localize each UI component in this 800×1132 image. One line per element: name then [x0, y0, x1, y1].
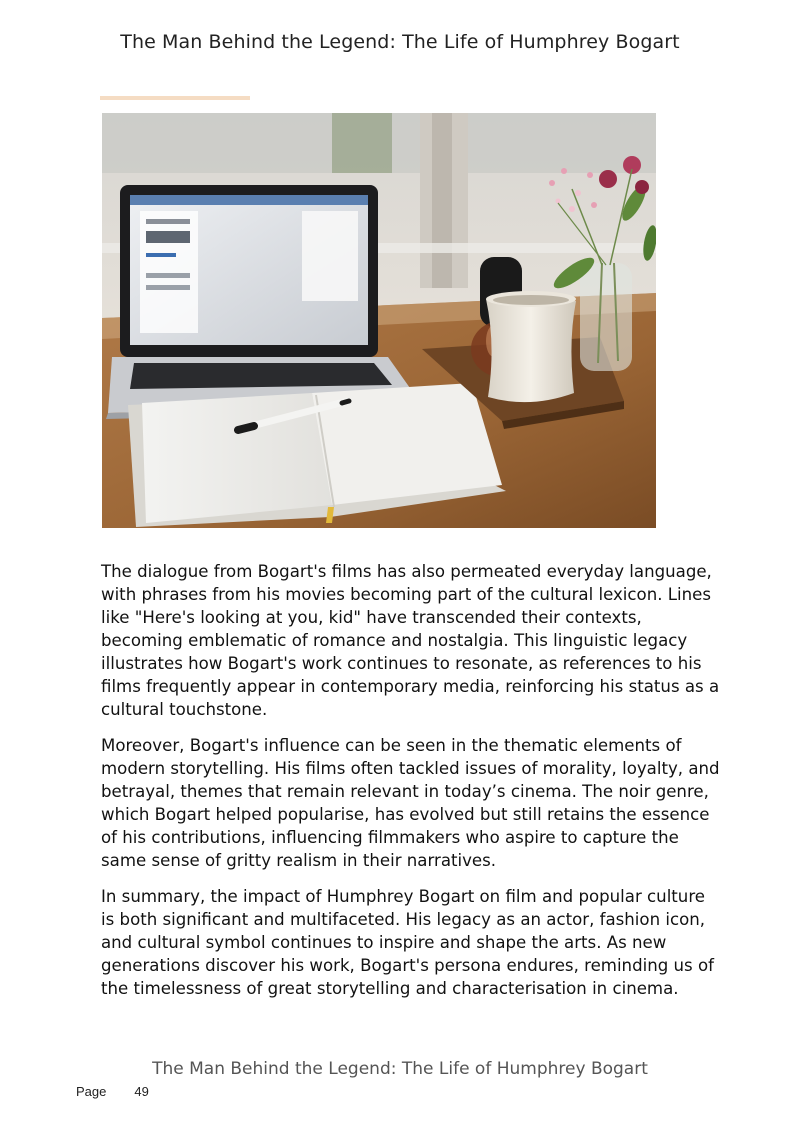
- page-title: The Man Behind the Legend: The Life of Humphrey Bogart: [120, 31, 680, 53]
- footer-title: The Man Behind the Legend: The Life of Humphrey Bogart: [152, 1059, 648, 1079]
- page-number: [76, 1084, 149, 1099]
- body-text: [101, 560, 721, 1013]
- page-label: Page: [76, 1084, 107, 1099]
- article-photo: [102, 113, 656, 528]
- page-number-value: 49: [134, 1084, 149, 1099]
- accent-rule: [100, 96, 250, 100]
- paragraph-3: In summary, the impact of Humphrey Bogart on film and popular culture is both significant and multifaceted. His legacy as an actor, fashion icon, and cultural symbol continues to inspire and shape the arts. As new generations discover his work, Bogart's persona endures, reminding us of the timelessness of great storytelling and characterisation in cinema.: [101, 887, 714, 998]
- paragraph-2: Moreover, Bogart's influence can be seen in the thematic elements of modern storytelling. His films often tackled issues of morality, loyalty, and betrayal, themes that remain relevant in today’s cinema. The noir genre, which Bogart helped popularise, has evolved but still retains the essence of his contributions, influencing filmmakers who aspire to capture the same sense of gritty realism in their narratives.: [101, 736, 720, 870]
- paragraph-1: The dialogue from Bogart's films has also permeated everyday language, with phrases from his movies becoming part of the cultural lexicon. Lines like "Here's looking at you, kid" have transcended their contexts, becoming emblematic of romance and nostalgia. This linguistic legacy illustrates how Bogart's work continues to resonate, as references to his films frequently appear in contemporary media, reinforcing his status as a cultural touchstone.: [101, 562, 720, 719]
